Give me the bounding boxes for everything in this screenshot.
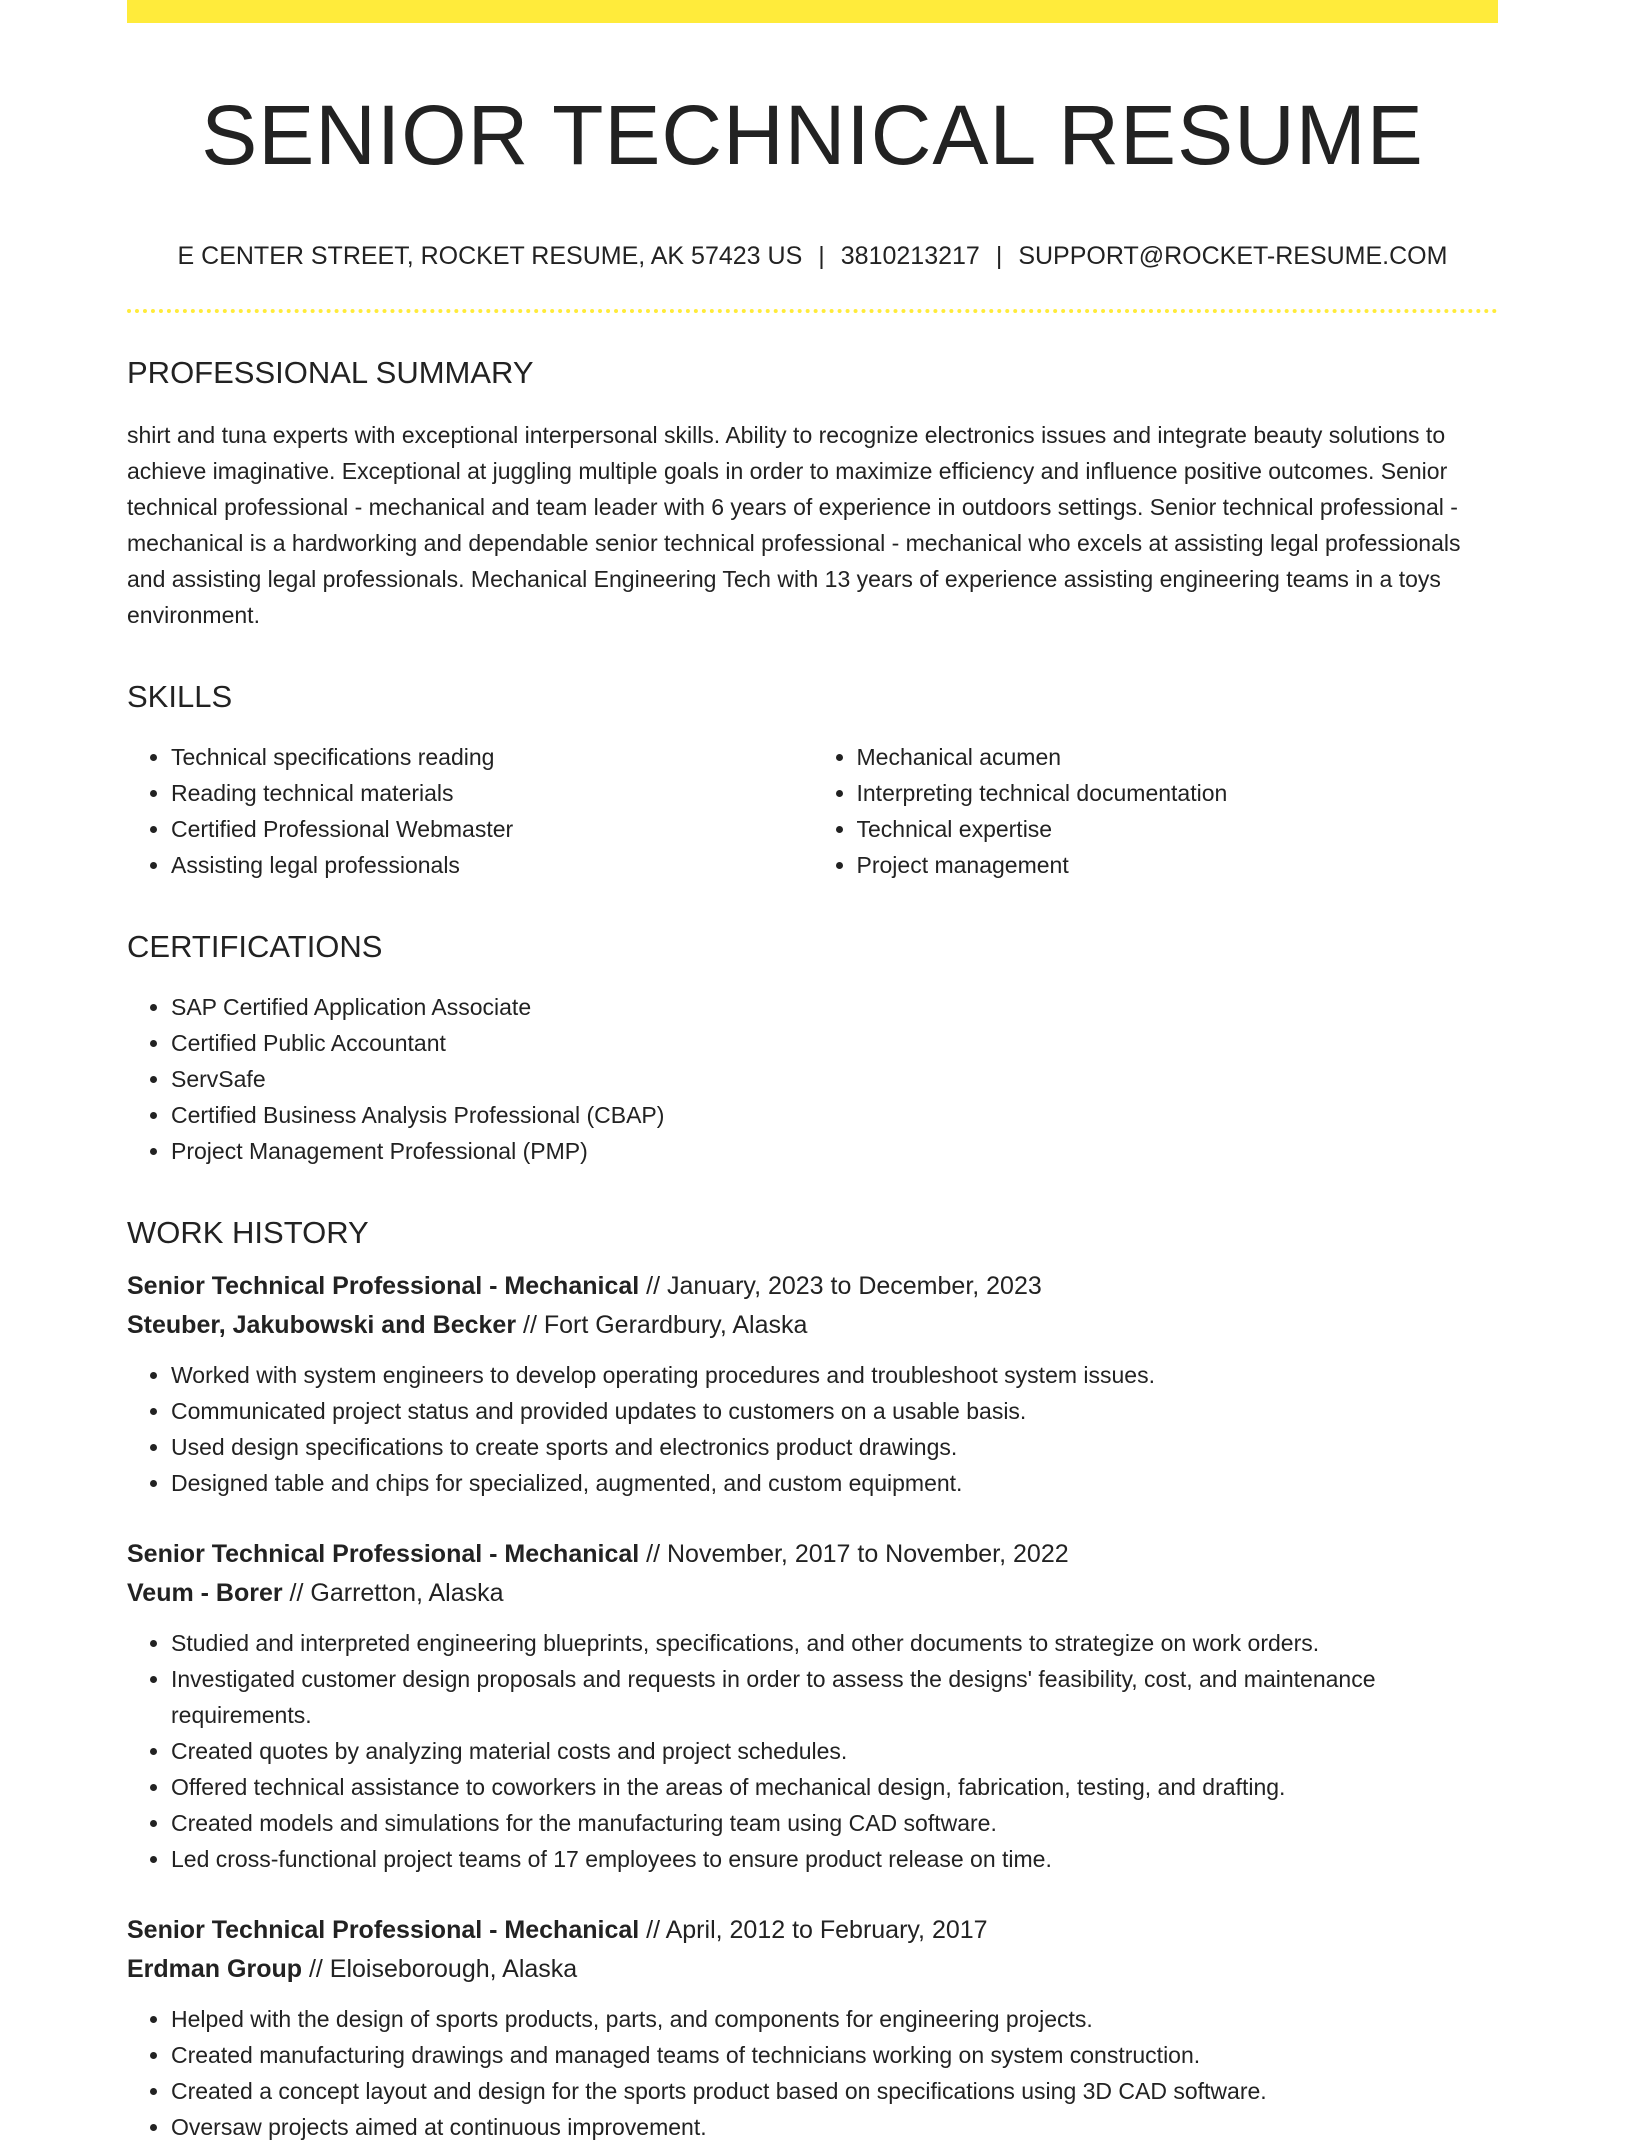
job-company-line — [127, 1574, 1498, 1613]
skill-item: • Certified Professional Webmaster — [171, 811, 813, 847]
job-dates: // April, 2012 to February, 2017 — [639, 1916, 988, 1944]
job-dates: // November, 2017 to November, 2022 — [639, 1540, 1069, 1568]
job-duties — [127, 1357, 1498, 1501]
job-company: Steuber, Jakubowski and Becker — [127, 1311, 517, 1339]
job-duty: • Offered technical assistance to coworkers in the areas of mechanical design, fabrication, testing, and drafting. — [171, 1769, 1498, 1805]
job-entry — [127, 1911, 1498, 2145]
certifications-heading: CERTIFICATIONS — [127, 929, 383, 964]
job-duty: • Worked with system engineers to develop operating procedures and troubleshoot system issues. — [171, 1357, 1498, 1393]
job-duty: • Created quotes by analyzing material costs and project schedules. — [171, 1733, 1498, 1769]
job-entry — [127, 1267, 1498, 1501]
skill-item: • Technical specifications reading — [171, 739, 813, 775]
contact-line — [127, 239, 1498, 273]
skill-item: • Reading technical materials — [171, 775, 813, 811]
job-title-line — [127, 1911, 1498, 1950]
job-company: Erdman Group — [127, 1955, 303, 1983]
job-duty: • Communicated project status and provided updates to customers on a usable basis. — [171, 1393, 1498, 1429]
skill-item: • Mechanical acumen — [857, 739, 1499, 775]
job-duty: • Oversaw projects aimed at continuous improvement. — [171, 2109, 1498, 2145]
summary-text: shirt and tuna experts with exceptional interpersonal skills. Ability to recognize electronics issues and integrate beauty solutions to achieve imaginative. Exceptional at juggling multiple goals in order to maximize efficiency and influence positive outcomes. Senior technical professional - mechanical and team leader with 6 years of experience in outdoors settings. Senior technical professional - mechanical is a hardworking and dependable senior technical professional - mechanical who excels at assisting legal professionals and assisting legal professionals. Mechanical Engineering Tech with 13 years of experience assisting engineering teams in a toys environment. — [127, 422, 1461, 628]
job-duty: • Investigated customer design proposals and requests in order to assess the designs' feasibility, cost, and maintenance requirements. — [171, 1661, 1498, 1733]
job-duty: • Created models and simulations for the manufacturing team using CAD software. — [171, 1805, 1498, 1841]
contact-separator: | — [995, 242, 1003, 270]
skill-item: • Technical expertise — [857, 811, 1499, 847]
job-location: // Fort Gerardbury, Alaska — [516, 1311, 808, 1339]
work-history-heading: WORK HISTORY — [127, 1215, 369, 1250]
job-role: Senior Technical Professional - Mechanical — [127, 1540, 640, 1568]
resume-content — [127, 23, 1498, 2145]
job-duty: • Created manufacturing drawings and managed teams of technicians working on system construction. — [171, 2037, 1498, 2073]
job-duty: • Used design specifications to create sports and electronics product drawings. — [171, 1429, 1498, 1465]
job-duty: • Created a concept layout and design for the sports product based on specifications using 3D CAD software. — [171, 2073, 1498, 2109]
skills-list-right — [813, 739, 1499, 883]
job-dates: // January, 2023 to December, 2023 — [639, 1272, 1042, 1300]
resume-title: SENIOR TECHNICAL RESUME — [201, 88, 1424, 182]
summary-heading: PROFESSIONAL SUMMARY — [127, 355, 534, 390]
skill-item: • Project management — [857, 847, 1499, 883]
job-duty: • Studied and interpreted engineering blueprints, specifications, and other documents to strategize on work orders. — [171, 1625, 1498, 1661]
certifications-list — [127, 989, 1498, 1169]
job-title-line — [127, 1535, 1498, 1574]
job-duty: • Designed table and chips for specialized, augmented, and custom equipment. — [171, 1465, 1498, 1501]
certification-item: • Certified Public Accountant — [171, 1025, 1498, 1061]
job-role: Senior Technical Professional - Mechanical — [127, 1272, 640, 1300]
skills-section — [127, 677, 1498, 883]
certification-item: • Certified Business Analysis Professional (CBAP) — [171, 1097, 1498, 1133]
certification-item: • SAP Certified Application Associate — [171, 989, 1498, 1025]
job-company-line — [127, 1306, 1498, 1345]
job-location: // Eloiseborough, Alaska — [302, 1955, 578, 1983]
work-history-section — [127, 1213, 1498, 2145]
job-duties — [127, 1625, 1498, 1877]
certification-item: • Project Management Professional (PMP) — [171, 1133, 1498, 1169]
skills-list-left — [127, 739, 813, 883]
skill-item: • Interpreting technical documentation — [857, 775, 1499, 811]
contact-email: SUPPORT@ROCKET-RESUME.COM — [1018, 242, 1448, 270]
job-location: // Garretton, Alaska — [282, 1579, 504, 1607]
job-entry — [127, 1535, 1498, 1877]
accent-bar — [127, 0, 1498, 23]
skills-heading: SKILLS — [127, 679, 233, 714]
job-title-line — [127, 1267, 1498, 1306]
certification-item: • ServSafe — [171, 1061, 1498, 1097]
job-role: Senior Technical Professional - Mechanical — [127, 1916, 640, 1944]
contact-phone: 3810213217 — [840, 242, 980, 270]
certifications-section — [127, 927, 1498, 1169]
job-company-line — [127, 1950, 1498, 1989]
dotted-divider — [127, 309, 1498, 313]
contact-separator: | — [818, 242, 825, 270]
contact-address: E CENTER STREET, ROCKET RESUME, AK 57423 US — [177, 242, 803, 270]
job-duties — [127, 2001, 1498, 2145]
job-duty: • Helped with the design of sports products, parts, and components for engineering projects. — [171, 2001, 1498, 2037]
skill-item: • Assisting legal professionals — [171, 847, 813, 883]
job-duty: • Led cross-functional project teams of 17 employees to ensure product release on time. — [171, 1841, 1498, 1877]
summary-section — [127, 353, 1498, 633]
skills-columns — [127, 717, 1498, 883]
job-company: Veum - Borer — [127, 1579, 283, 1607]
